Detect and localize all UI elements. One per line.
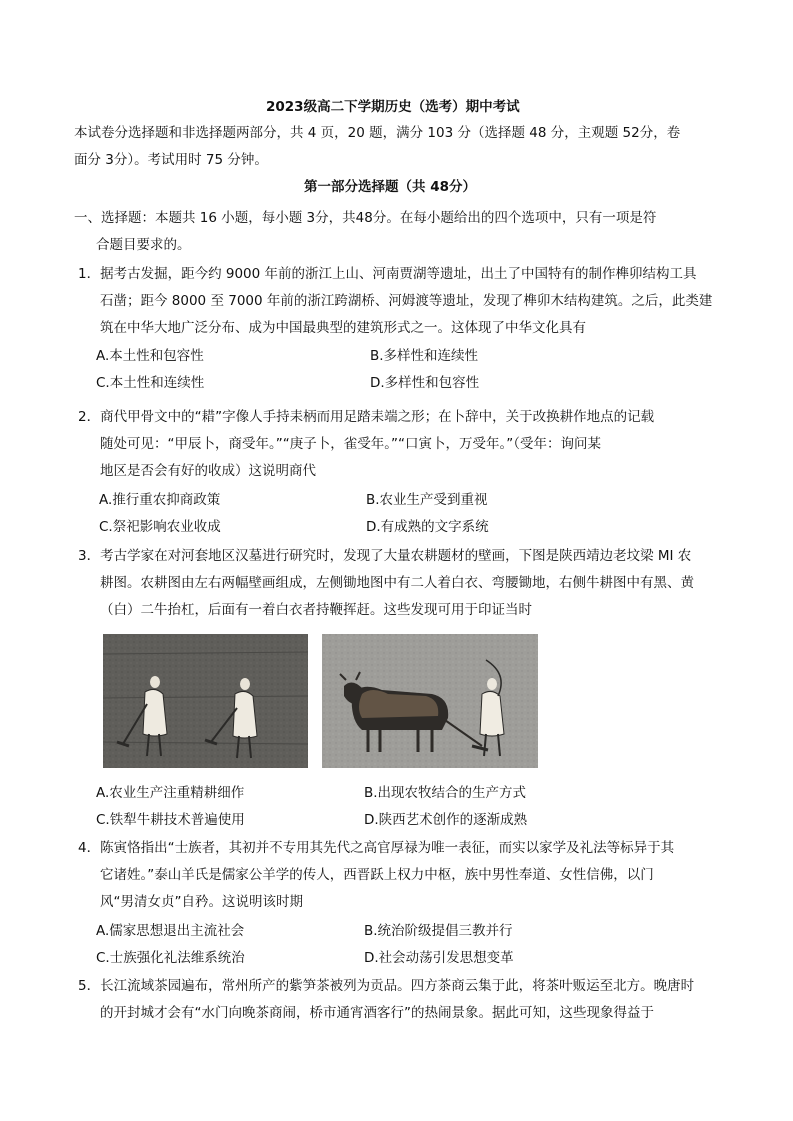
q2-option-c[interactable]: C.祭祀影响农业收成 <box>99 519 221 535</box>
section-instruction-line-1: 一、选择题：本题共 16 小题，每小题 3分，共48分。在每小题给出的四个选项中，只有一项是符 <box>74 210 657 226</box>
q4-line-2: 它诸姓。”泰山羊氏是儒家公羊学的传人，西晋跃上权力中枢，族中男性奉道、女性信佛，以门 <box>100 867 654 883</box>
q5-line-1: 5．长江流域茶园遍布，常州所产的紫笋茶被列为贡品。四方茶商云集于此，将茶叶贩运至北方。晚唐时 <box>78 978 695 994</box>
q4-option-b[interactable]: B.统治阶级提倡三教并行 <box>364 923 513 939</box>
q3-line-3: （白）二牛抬杠，后面有一着白衣者持鞭挥赶。这些发现可用于印证当时 <box>100 602 532 618</box>
q1-option-d[interactable]: D.多样性和包容性 <box>370 375 480 391</box>
q3-option-c[interactable]: C.铁犁牛耕技术普遍使用 <box>96 812 245 828</box>
q4-line-3: 风“男清女贞”自矜。这说明该时期 <box>100 894 303 910</box>
q3-line-1: 3．考古学家在对河套地区汉墓进行研究时，发现了大量农耕题材的壁画，下图是陕西靖边老坟梁 MI 农 <box>78 548 692 564</box>
q1-option-b[interactable]: B.多样性和连续性 <box>370 348 479 364</box>
q3-option-d[interactable]: D.陕西艺术创作的逐渐成熟 <box>364 812 528 828</box>
ox-plowing-mural-image <box>322 634 538 768</box>
q2-line-3: 地区是否会有好的收成）这说明商代 <box>100 463 316 479</box>
q2-option-b[interactable]: B.农业生产受到重视 <box>366 492 488 508</box>
q4-option-c[interactable]: C.士族强化礼法维系统治 <box>96 950 245 966</box>
q5-line-2: 的开封城才会有“水门向晚茶商闹，桥市通宵酒客行”的热闹景象。据此可知，这些现象得益于 <box>100 1005 654 1021</box>
part-title: 第一部分选择题（共 48分） <box>304 179 476 195</box>
exam-title: 2023级高二下学期历史（选考）期中考试 <box>266 99 520 115</box>
hoeing-mural-image <box>103 634 308 768</box>
q3-line-2: 耕图。农耕图由左右两幅壁画组成，左侧锄地图中有二人着白衣、弯腰锄地，右侧牛耕图中有黑、黄 <box>100 575 694 591</box>
q2-option-d[interactable]: D.有成熟的文字系统 <box>366 519 489 535</box>
q3-option-b[interactable]: B.出现农牧结合的生产方式 <box>364 785 527 801</box>
intro-line-2: 面分 3分）。考试用时 75 分钟。 <box>74 152 268 168</box>
q4-option-d[interactable]: D.社会动荡引发思想变革 <box>364 950 514 966</box>
q1-line-3: 筑在中华大地广泛分布、成为中国最典型的建筑形式之一。这体现了中华文化具有 <box>100 320 586 336</box>
q2-line-1: 2．商代甲骨文中的“耤”字像人手持耒柄而用足踏耒端之形；在卜辞中，关于改换耕作地点的记载 <box>78 409 655 425</box>
q1-option-c[interactable]: C.本土性和连续性 <box>96 375 205 391</box>
q2-line-2: 随处可见：“甲辰卜，商受年。”“庚子卜，雀受年。”“口寅卜，万受年。”（受年：询问某 <box>100 436 601 452</box>
q1-line-2: 石凿；距今 8000 至 7000 年前的浙江跨湖桥、河姆渡等遗址，发现了榫卯木结构建筑。之后，此类建 <box>100 293 713 309</box>
q2-option-a[interactable]: A.推行重农抑商政策 <box>99 492 221 508</box>
q3-option-a[interactable]: A.农业生产注重精耕细作 <box>96 785 245 801</box>
q1-option-a[interactable]: A.本土性和包容性 <box>96 348 204 364</box>
q4-option-a[interactable]: A.儒家思想退出主流社会 <box>96 923 245 939</box>
q4-line-1: 4．陈寅恪指出“士族者，其初并不专用其先代之高官厚禄为唯一表征，而实以家学及礼法等标异于其 <box>78 840 675 856</box>
section-instruction-line-2: 合题目要求的。 <box>96 237 191 253</box>
q1-line-1: 1．据考古发掘，距今约 9000 年前的浙江上山、河南贾湖等遗址，出土了中国特有的制作榫卯结构工具 <box>78 266 697 282</box>
intro-line-1: 本试卷分选择题和非选择题两部分，共 4 页，20 题，满分 103 分（选择题 48 分，主观题 52分，卷 <box>74 125 681 141</box>
